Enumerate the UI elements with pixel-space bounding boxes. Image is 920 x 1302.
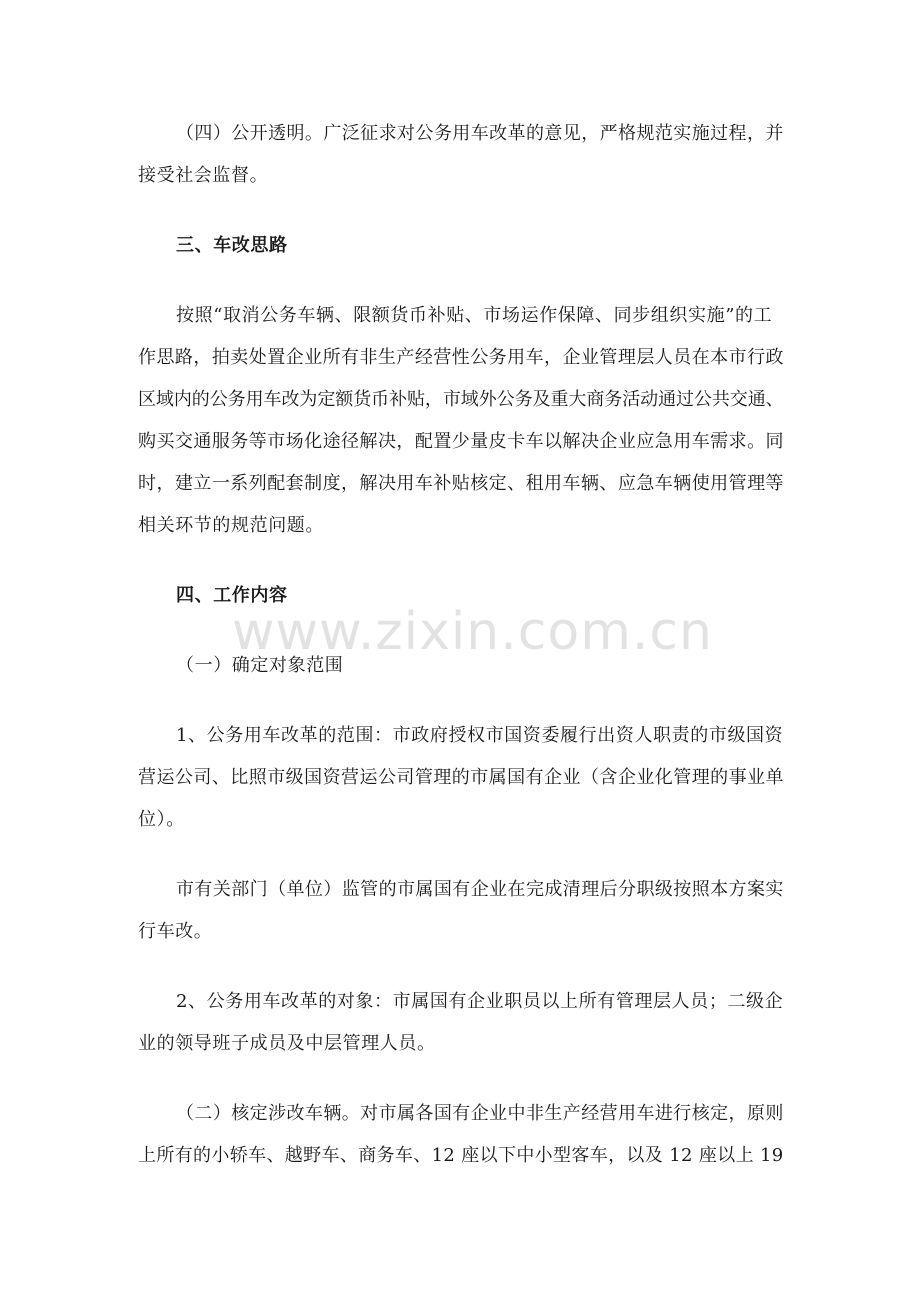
section-heading: 三、车改思路 bbox=[176, 235, 288, 256]
paragraph-line: 市有关部门（单位）监管的市属国有企业在完成清理后分职级按照本方案实 bbox=[176, 879, 784, 900]
watermark: www.zixin.com.cn bbox=[232, 602, 713, 662]
paragraph-line: 位）。 bbox=[138, 809, 185, 830]
paragraph-line: 时，建立一系列配套制度，解决用车补贴核定、租用车辆、应急车辆使用管理等 bbox=[138, 473, 784, 494]
paragraph-line: 1、公务用车改革的范围：市政府授权市国资委履行出资人职责的市级国资 bbox=[176, 725, 784, 746]
paragraph-line: 业的领导班子成员及中层管理人员。 bbox=[138, 1033, 436, 1054]
paragraph-line: 相关环节的规范问题。 bbox=[138, 515, 324, 536]
paragraph-line: （一）确定对象范围 bbox=[176, 655, 344, 676]
paragraph-line: 购买交通服务等市场化途径解决，配置少量皮卡车以解决企业应急用车需求。同 bbox=[138, 431, 784, 452]
paragraph bbox=[138, 113, 784, 197]
paragraph-line: 区域内的公务用车改为定额货币补贴，市域外公务及重大商务活动通过公共交通、 bbox=[138, 389, 784, 410]
paragraph-line: （四）公开透明。广泛征求对公务用车改革的意见，严格规范实施过程，并 bbox=[176, 123, 784, 144]
paragraph bbox=[138, 1093, 784, 1177]
paragraph-line: 营运公司、比照市级国资营运公司管理的市属国有企业（含企业化管理的事业单 bbox=[138, 767, 784, 788]
paragraph-line: 上所有的小轿车、越野车、商务车、12 座以下中小型客车，以及 12 座以上 19 bbox=[138, 1145, 784, 1166]
paragraph-line: 按照“取消公务车辆、限额货币补贴、市场运作保障、同步组织实施”的工 bbox=[176, 305, 773, 326]
paragraph bbox=[138, 295, 784, 547]
paragraph-line: 行车改。 bbox=[138, 921, 213, 942]
document-body bbox=[138, 113, 784, 1205]
paragraph-line: 接受社会监督。 bbox=[138, 165, 269, 186]
paragraph bbox=[138, 715, 784, 841]
section-heading: 四、工作内容 bbox=[176, 585, 288, 606]
paragraph bbox=[138, 645, 784, 687]
paragraph bbox=[138, 869, 784, 953]
paragraph-line: 作思路，拍卖处置企业所有非生产经营性公务用车，企业管理层人员在本市行政 bbox=[138, 347, 784, 368]
paragraph bbox=[138, 981, 784, 1065]
paragraph-line: （二）核定涉改车辆。对市属各国有企业中非生产经营用车进行核定，原则 bbox=[176, 1103, 784, 1124]
paragraph-line: 2、公务用车改革的对象：市属国有企业职员以上所有管理层人员；二级企 bbox=[176, 991, 784, 1012]
